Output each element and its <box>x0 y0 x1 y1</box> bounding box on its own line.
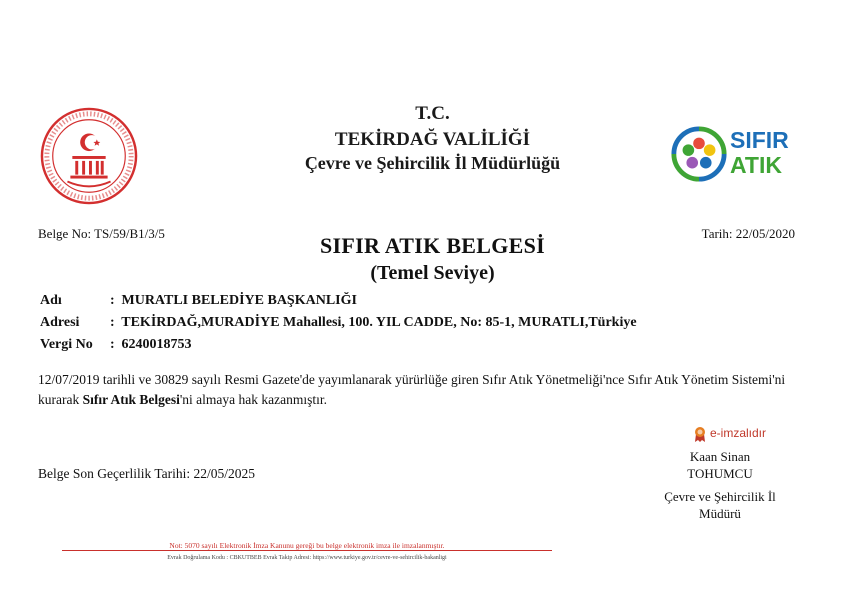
field-tax-number <box>40 337 192 353</box>
medal-icon <box>694 426 706 442</box>
zero-waste-word1: SIFIR <box>730 127 789 153</box>
document-number: Belge No: TS/59/B1/3/5 <box>38 226 165 241</box>
field-value: MURATLI BELEDİYE BAŞKANLIĞI <box>121 293 357 308</box>
statement-part1: 12/07/2019 tarihli ve 30829 sayılı Resmi Gazete'de yayımlanarak yürürlüğe giren Sıfır Atık Yönetmeliği'nce Sıfır Atık Yönetim Sistemi'ni kurarak <box>38 372 786 407</box>
field-address <box>40 315 637 331</box>
header-governorship: TEKİRDAĞ VALİLİĞİ <box>334 129 531 150</box>
document-title: SIFIR ATIK BELGESİ <box>319 233 546 258</box>
footer-e-signature-note: Not: 5070 sayılı Elektronik İmza Kanunu gereği bu belge elektronik imza ile imzalanmıştır. <box>169 541 445 550</box>
field-name <box>40 293 357 309</box>
document-subtitle: (Temel Seviye) <box>370 262 495 284</box>
field-value: 6240018753 <box>121 337 192 352</box>
field-label: Adresi <box>40 315 80 330</box>
e-signature-badge <box>694 426 766 442</box>
signatory-title-line2: Müdürü <box>699 506 741 521</box>
statement-bold: Sıfır Atık Belgesi <box>82 392 180 407</box>
zero-waste-word2: ATIK <box>730 152 782 178</box>
signatory-last-name: TOHUMCU <box>687 466 753 481</box>
field-separator: : <box>110 315 115 330</box>
header-tc: T.C. <box>415 103 450 124</box>
signatory-first-name: Kaan Sinan <box>689 449 751 464</box>
signatory-title <box>640 488 800 522</box>
field-separator: : <box>110 337 115 352</box>
e-signature-label: e-imzalıdır <box>710 426 767 441</box>
statement-part2: 'ni almaya hak kazanmıştır. <box>179 392 328 407</box>
field-label: Adı <box>40 293 62 308</box>
document-date: Tarih: 22/05/2020 <box>701 226 795 241</box>
footer-divider <box>62 550 552 551</box>
header-directorate: Çevre ve Şehircilik İl Müdürlüğü <box>304 153 561 173</box>
field-label: Vergi No <box>40 337 93 352</box>
signatory-title-line1: Çevre ve Şehircilik İl <box>664 489 776 504</box>
signatory-name <box>640 448 800 482</box>
certificate-statement <box>38 370 798 410</box>
footer-verification-info: Evrak Doğrulama Kodu : CBKUTBEB Evrak Takip Adresi: https://www.turkiye.gov.tr/cevre-ve-sehircilik-bakanligi <box>167 555 447 561</box>
validity-date: Belge Son Geçerlilik Tarihi: 22/05/2025 <box>38 466 256 481</box>
field-value: TEKİRDAĞ,MURADİYE Mahallesi, 100. YIL CADDE, No: 85-1, MURATLI,Türkiye <box>121 315 637 330</box>
field-separator: : <box>110 293 115 308</box>
